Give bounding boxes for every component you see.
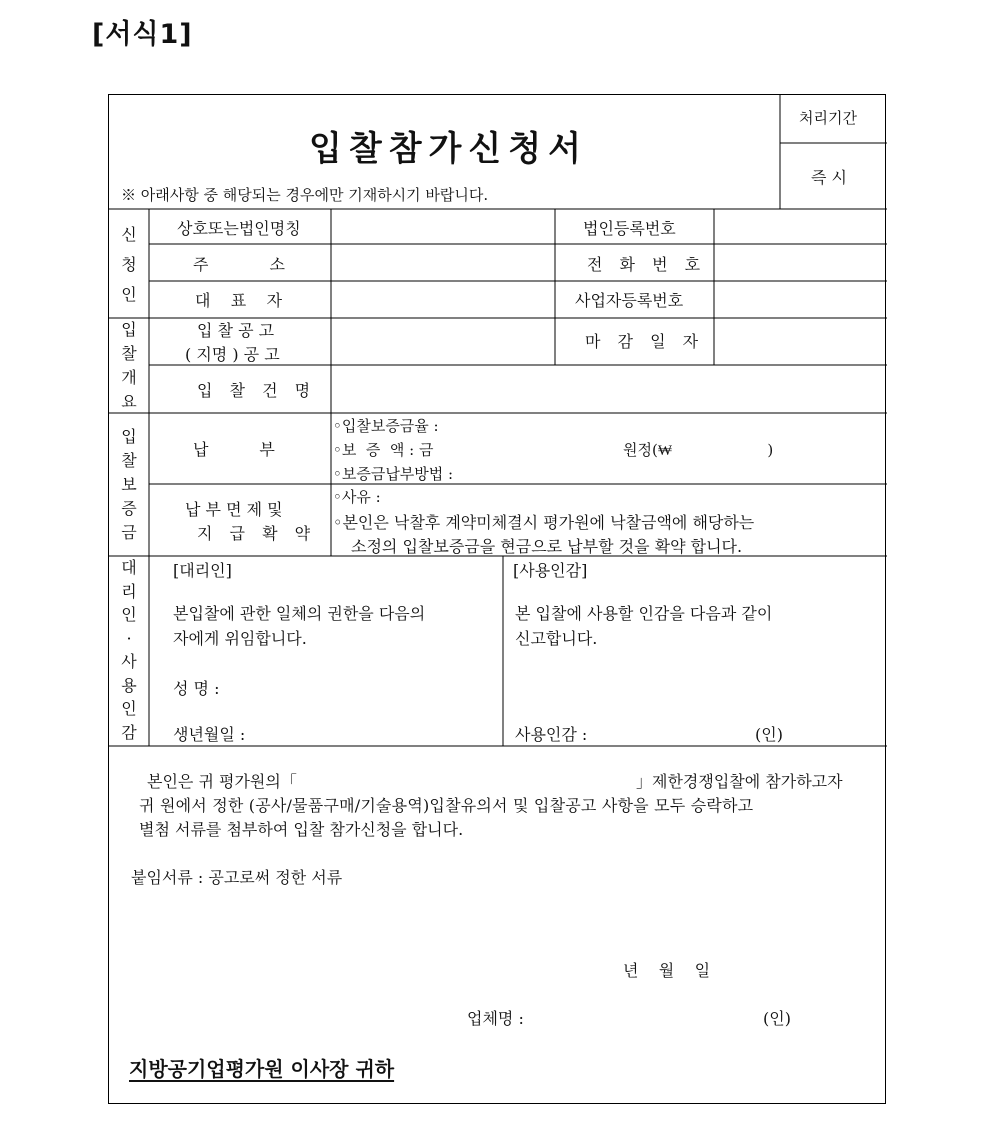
company-name-field[interactable]: [332, 210, 554, 243]
bid-notice-field[interactable]: [332, 319, 554, 364]
address-label: 주 소: [193, 255, 285, 274]
seal-declaration-text-1: 본 입찰에 사용할 인감을 다음과 같이: [515, 604, 773, 623]
seal-mark: (인): [755, 725, 783, 744]
pledge-line-1: ◦본인은 낙찰후 계약미체결시 평가원에 낙찰금액에 해당하는: [333, 513, 755, 532]
declaration-line-1b: 」제한경쟁입찰에 참가하고자: [636, 772, 843, 791]
section-bid-overview: 입 찰 개 요: [121, 320, 137, 411]
deadline-label: 마 감 일 자: [585, 332, 705, 351]
seal-label: 사용인감 :: [515, 725, 588, 744]
instruction-note: ※ 아래사항 중 해당되는 경우에만 기재하시기 바랍니다.: [121, 186, 489, 204]
corp-reg-number-field[interactable]: [715, 210, 885, 243]
attachments-line: 붙임서류 : 공고로써 정한 서류: [131, 868, 343, 887]
agent-delegation-text-2: 자에게 위임합니다.: [173, 629, 307, 648]
deposit-amount-won: 원정(₩ ): [623, 441, 774, 459]
agent-name-label: 성 명 :: [173, 679, 220, 698]
corp-reg-number-label: 법인등록번호: [583, 219, 676, 238]
pledge-line-2: 소정의 입찰보증금을 현금으로 납부할 것을 확약 합니다.: [351, 537, 743, 556]
agent-birthdate-label: 생년월일 :: [173, 725, 246, 744]
deadline-field[interactable]: [715, 319, 885, 364]
bid-notice-label: 입 찰 공 고: [197, 321, 275, 340]
company-name-signature-label: 업체명 :: [467, 1009, 524, 1028]
business-reg-number-field[interactable]: [715, 282, 885, 317]
exemption-reason-line: ◦사유 :: [333, 488, 381, 506]
payment-label: 납 부: [193, 440, 275, 459]
phone-number-label: 전 화 번 호: [587, 255, 707, 274]
deposit-rate-line: ◦입찰보증금율 :: [333, 417, 439, 435]
deposit-method-line: ◦보증금납부방법 :: [333, 465, 454, 483]
bid-name-label: 입 찰 건 명: [197, 381, 317, 400]
agent-delegation-text-1: 본입찰에 관한 일체의 권한을 다음의: [173, 604, 426, 623]
deposit-amount-line: ◦보 증 액 : 금: [333, 441, 434, 459]
section-bid-deposit: 입 찰 보 증 금: [121, 427, 137, 542]
agent-title: [대리인]: [173, 561, 232, 580]
exemption-label: 납 부 면 제 및: [185, 500, 283, 519]
seal-declaration-text-2: 신고합니다.: [515, 629, 598, 648]
processing-period-value: 즉 시: [811, 168, 847, 187]
seal-title: [사용인감]: [513, 561, 588, 580]
recipient-line: 지방공기업평가원 이사장 귀하: [129, 1057, 395, 1081]
date-line: 년 월 일: [623, 961, 711, 980]
representative-field[interactable]: [332, 282, 554, 317]
section-agent-seal: 대 리 인 · 사 용 인 감: [121, 558, 137, 742]
bid-name-field[interactable]: [332, 366, 885, 412]
address-field[interactable]: [332, 245, 554, 280]
company-name-label: 상호또는법인명칭: [177, 219, 301, 238]
phone-number-field[interactable]: [715, 245, 885, 280]
form-title: 입찰참가신청서: [309, 129, 588, 169]
company-seal-mark: (인): [763, 1009, 791, 1028]
declaration-line-2: 귀 원에서 정한 (공사/물품구매/기술용역)입찰유의서 및 입찰공고 사항을 모두 승락하고: [139, 796, 754, 815]
representative-label: 대 표 자: [195, 291, 283, 310]
section-applicant: 신 청 인: [121, 225, 137, 304]
business-reg-number-label: 사업자등록번호: [575, 291, 684, 310]
application-form: [108, 94, 886, 1104]
bid-notice-label-2: ( 지명 ) 공 고: [185, 345, 280, 364]
form-number-label: [서식1]: [92, 19, 193, 50]
declaration-line-1a: 본인은 귀 평가원의「: [147, 772, 297, 791]
exemption-label-2: 지 급 확 약: [197, 524, 317, 543]
processing-period-label: 처리기간: [799, 109, 857, 127]
declaration-line-3: 별첨 서류를 첨부하여 입찰 참가신청을 합니다.: [139, 820, 464, 839]
